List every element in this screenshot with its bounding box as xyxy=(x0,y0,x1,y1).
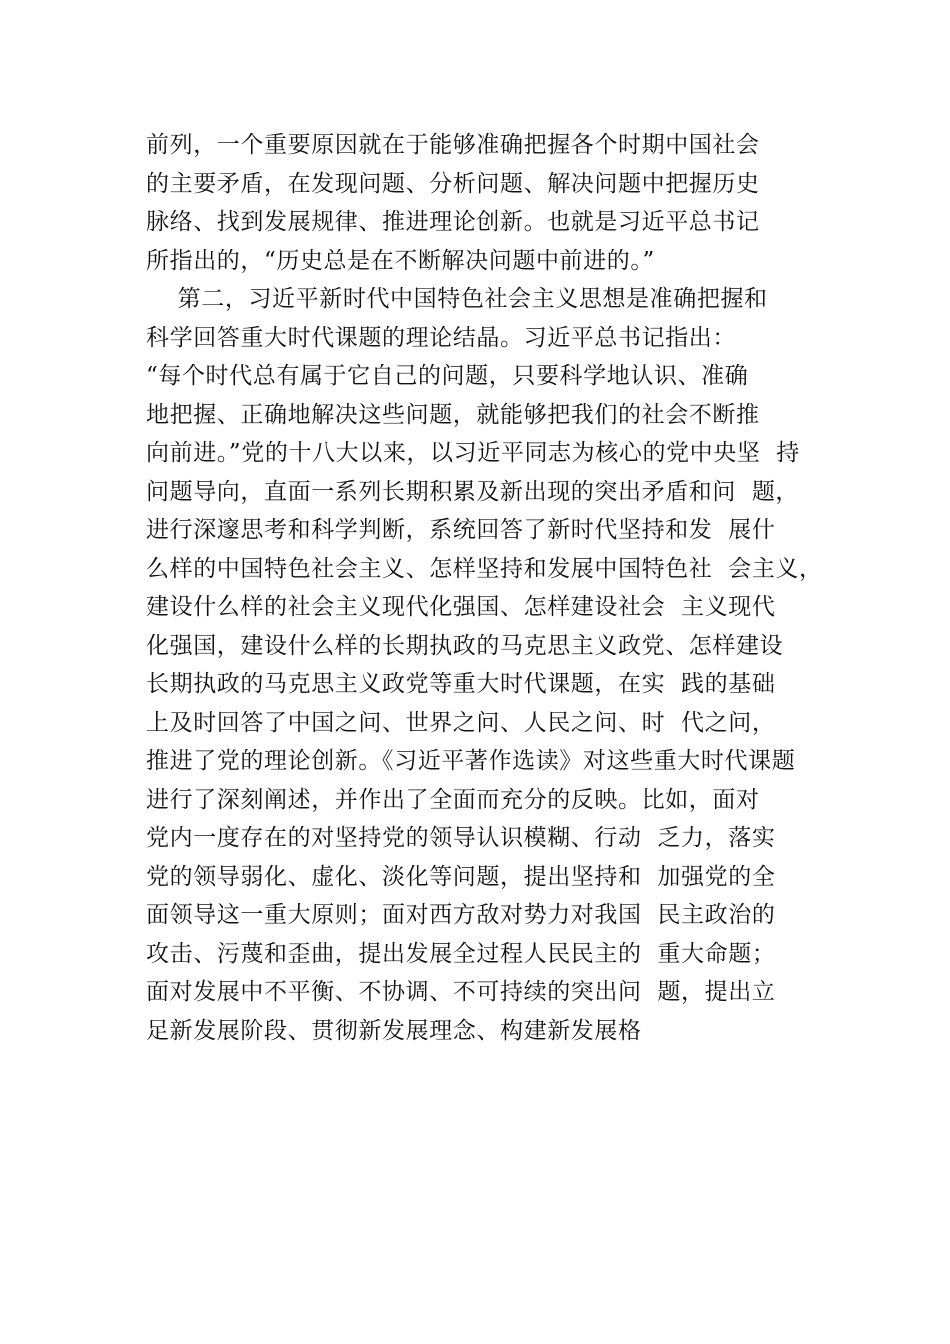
text-line: 党内一度存在的对坚持党的领导认识模糊、行动 乏力，落实 xyxy=(146,825,776,851)
text-line: 推进了党的理论创新。《习近平著作选读》对这些重大时代课题 xyxy=(146,748,796,774)
text-line: 地把握、正确地解决这些问题，就能够把我们的社会不断推 xyxy=(146,401,760,428)
text-line: 长期执政的马克思主义政党等重大时代课题，在实 践的基础 xyxy=(146,671,776,697)
text-line: 前列，一个重要原因就在于能够准确把握各个时期中国社会 xyxy=(146,132,760,158)
text-line: 上及时回答了中国之问、世界之问、人民之问、时 代之问， xyxy=(146,709,776,736)
text-line: 化强国，建设什么样的长期执政的马克思主义政党、怎样建设 xyxy=(146,632,784,659)
text-line: 向前进。”党的十八大以来，以习近平同志为核心的党中央坚 持 xyxy=(146,440,800,466)
text-line: 问题导向，直面一系列长期积累及新出现的突出矛盾和问 题， xyxy=(146,478,800,505)
text-line: 建设什么样的社会主义现代化强国、怎样建设社会 主义现代 xyxy=(146,594,776,620)
text-line: 面领导这一重大原则；面对西方敌对势力对我国 民主政治的 xyxy=(146,902,776,928)
text-line: 进行深邃思考和科学判断，系统回答了新时代坚持和发 展什 xyxy=(146,517,776,543)
paragraph-start-line: 第二，习近平新时代中国特色社会主义思想是准确把握和 xyxy=(146,286,768,312)
text-line: 进行了深刻阐述，并作出了全面而充分的反映。比如，面对 xyxy=(146,786,760,813)
text-line: 科学回答重大时代课题的理论结晶。习近平总书记指出： xyxy=(146,324,736,351)
text-line: 所指出的，“历史总是在不断解决问题中前进的。” xyxy=(146,247,655,274)
text-line: 攻击、污蔑和歪曲，提出发展全过程人民民主的 重大命题； xyxy=(146,940,776,967)
text-line: 面对发展中不平衡、不协调、不可持续的突出问 题，提出立 xyxy=(146,979,776,1005)
text-line: “每个时代总有属于它自己的问题，只要科学地认识、准确 xyxy=(146,363,749,389)
text-line: 么样的中国特色社会主义、怎样坚持和发展中国特色社 会主义， xyxy=(146,555,823,582)
text-line: 党的领导弱化、虚化、淡化等问题，提出坚持和 加强党的全 xyxy=(146,863,776,890)
text-line: 的主要矛盾，在发现问题、分析问题、解决问题中把握历史 xyxy=(146,170,760,197)
body-text xyxy=(146,126,866,1050)
text-line: 脉络、找到发展规律、推进理论创新。也就是习近平总书记 xyxy=(146,209,760,235)
text-line: 足新发展阶段、贯彻新发展理念、构建新发展格 xyxy=(146,1017,642,1044)
